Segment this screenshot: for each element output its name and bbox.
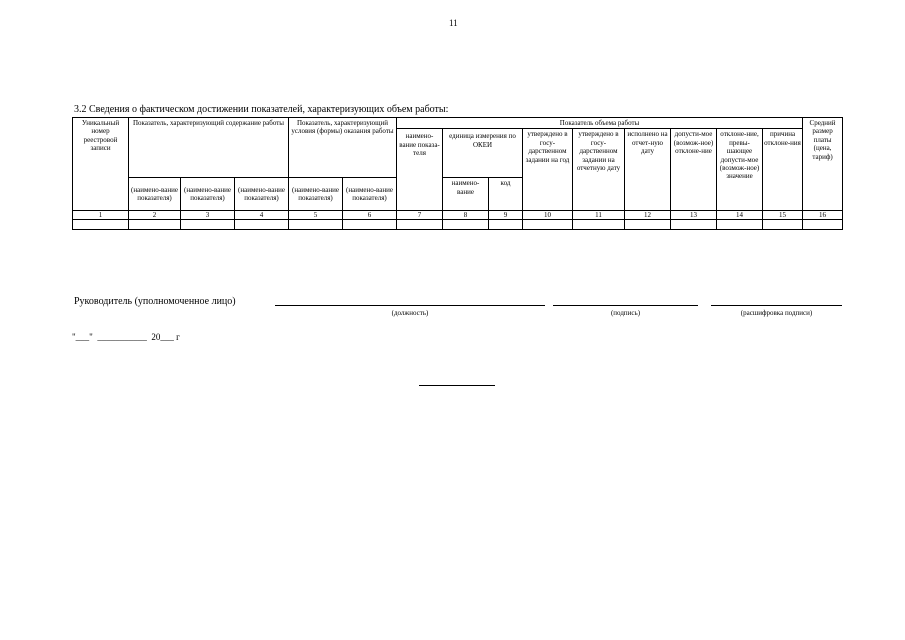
empty-cell	[763, 220, 803, 230]
column-number: 11	[573, 211, 625, 220]
header-deviation-reason: причина отклоне-ния	[763, 129, 803, 211]
sub-header-conditions-1: (наимено-вание показателя)	[289, 178, 343, 211]
empty-cell	[73, 220, 129, 230]
date-line: "___" ___________ 20___ г	[72, 332, 180, 342]
decoding-caption: (расшифровка подписи)	[740, 309, 813, 317]
section-title: 3.2 Сведения о фактическом достижении показателей, характеризующих объем работы:	[74, 104, 449, 115]
volume-indicators-table	[72, 117, 843, 230]
sub-header-content-1: (наимено-вание показателя)	[129, 178, 181, 211]
sub-header-content-2: (наимено-вание показателя)	[181, 178, 235, 211]
decoding-line	[711, 305, 842, 306]
column-number: 13	[671, 211, 717, 220]
table-row	[73, 220, 843, 230]
page-number: 11	[449, 18, 458, 28]
empty-cell	[671, 220, 717, 230]
header-conditions-indicator: Показатель, характеризующий условия (формы) оказания работы	[289, 118, 397, 178]
empty-cell	[443, 220, 489, 230]
empty-cell	[181, 220, 235, 230]
empty-cell	[289, 220, 343, 230]
header-unit-code: код	[489, 178, 523, 211]
column-number: 2	[129, 211, 181, 220]
empty-cell	[397, 220, 443, 230]
column-numbers-row	[73, 211, 843, 220]
header-allowed-deviation: допусти-мое (возмож-ное) отклоне-ние	[671, 129, 717, 211]
header-unique-number: Уникальный номер реестровой записи	[73, 118, 129, 211]
column-number: 12	[625, 211, 671, 220]
column-number: 10	[523, 211, 573, 220]
header-average-price: Средний размер платы (цена, тариф)	[803, 118, 843, 211]
header-unit-name: наимено-вание	[443, 178, 489, 211]
column-number: 16	[803, 211, 843, 220]
empty-cell	[625, 220, 671, 230]
column-number: 14	[717, 211, 763, 220]
empty-cell	[129, 220, 181, 230]
column-number: 6	[343, 211, 397, 220]
column-number: 7	[397, 211, 443, 220]
column-number: 4	[235, 211, 289, 220]
signature-line	[553, 305, 698, 306]
sub-header-content-3: (наимено-вание показателя)	[235, 178, 289, 211]
sub-header-conditions-2: (наимено-вание показателя)	[343, 178, 397, 211]
empty-cell	[573, 220, 625, 230]
column-number: 8	[443, 211, 489, 220]
empty-cell	[523, 220, 573, 230]
empty-cell	[803, 220, 843, 230]
empty-cell	[489, 220, 523, 230]
column-number: 1	[73, 211, 129, 220]
position-caption: (должность)	[391, 309, 429, 317]
empty-cell	[717, 220, 763, 230]
column-number: 9	[489, 211, 523, 220]
column-number: 15	[763, 211, 803, 220]
column-number: 3	[181, 211, 235, 220]
header-exceeding-deviation: отклоне-ние, превы-шающее допусти-мое (возмож-ное) значение	[717, 129, 763, 211]
head-signature-label: Руководитель (уполномоченное лицо)	[74, 296, 236, 307]
signature-caption: (подпись)	[610, 309, 641, 317]
empty-cell	[343, 220, 397, 230]
header-approved-year: утверждено в госу-дарственном задании на год	[523, 129, 573, 211]
empty-cell	[235, 220, 289, 230]
header-unit-okei: единица измерения по ОКЕИ	[443, 129, 523, 178]
position-line	[275, 305, 545, 306]
header-content-indicator: Показатель, характеризующий содержание работы	[129, 118, 289, 178]
header-done: исполнено на отчет-ную дату	[625, 129, 671, 211]
header-indicator-name: наимено-вание показа-теля	[397, 129, 443, 211]
header-volume-indicator: Показатель объема работы	[397, 118, 803, 129]
footer-rule	[419, 385, 495, 386]
header-approved-date: утверждено в госу-дарственном задании на отчетную дату	[573, 129, 625, 211]
column-number: 5	[289, 211, 343, 220]
